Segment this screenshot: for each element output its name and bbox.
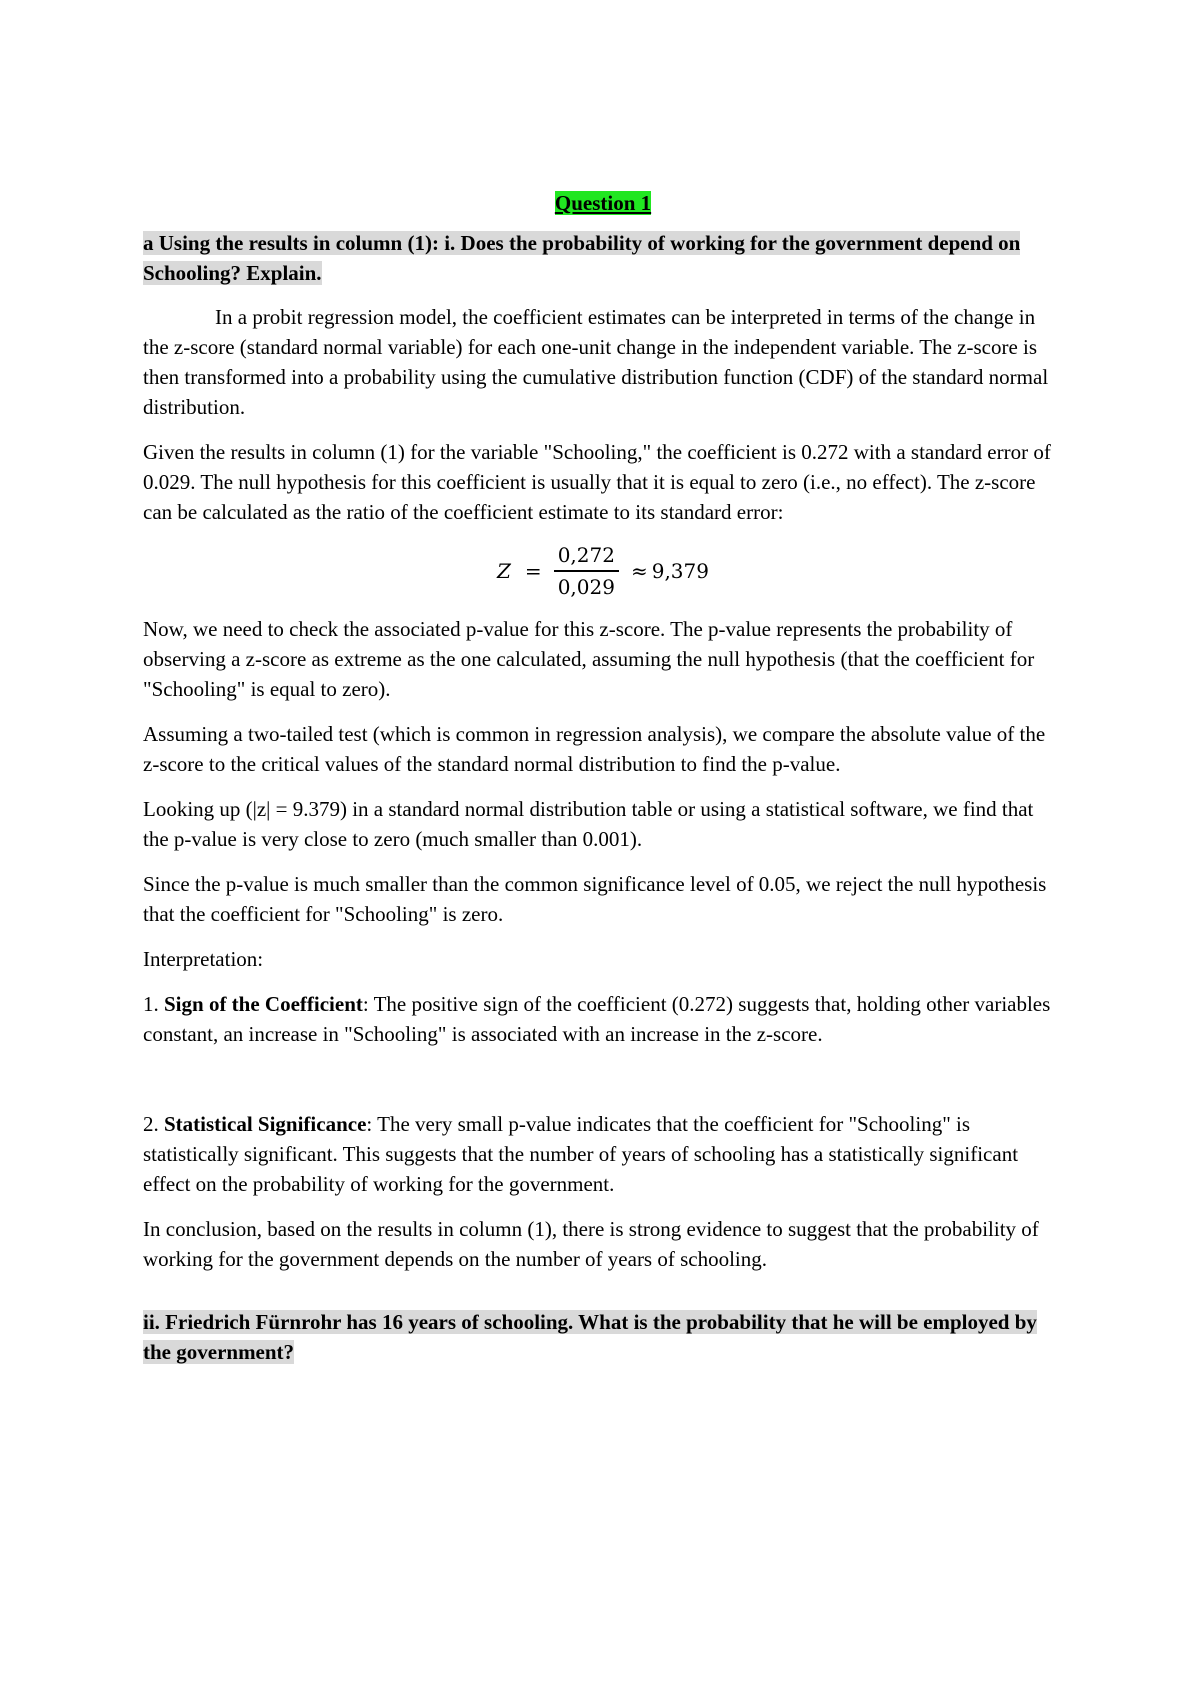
spacer <box>143 1064 1063 1109</box>
question-a-text: a Using the results in column (1): i. Does the probability of working for the government depend on Schooling? Explain. <box>143 231 1021 285</box>
interpretation-item-1 <box>143 989 1063 1049</box>
equation-fraction <box>554 542 619 600</box>
equation-result: 9,379 <box>651 559 709 583</box>
equation-equals: = <box>524 559 542 583</box>
paragraph-lookup: Looking up (|z| = 9.379) in a standard normal distribution table or using a statistical software, we find that the p-value is very close to zero (much smaller than 0.001). <box>143 797 1034 851</box>
item-2-number: 2. <box>143 1112 159 1136</box>
paragraph-two-tailed: Assuming a two-tailed test (which is common in regression analysis), we compare the absolute value of the z-score to the critical values of the standard normal distribution to find the p-value. <box>143 722 1046 776</box>
spacer <box>143 1289 1063 1307</box>
interpretation-item-2 <box>143 1109 1063 1199</box>
document-body <box>143 188 1063 1381</box>
equation-variable: Z <box>497 559 511 583</box>
title-text: Question 1 <box>554 191 652 215</box>
interpretation-label: Interpretation: <box>143 947 264 971</box>
question-ii-text: ii. Friedrich Fürnrohr has 16 years of schooling. What is the probability that he will be employed by the government? <box>143 1310 1037 1364</box>
equation-approx: ≈ <box>630 559 648 583</box>
paragraph-p-value: Now, we need to check the associated p-value for this z-score. The p-value represents the probability of observing a z-score as extreme as the one calculated, assuming the null hypothesis (that the coefficient for "Schooling" is equal to zero). <box>143 617 1035 701</box>
question-a-heading <box>143 228 1063 288</box>
item-1-text: : The positive sign of the coefficient (0.272) suggests that, holding other variables constant, an increase in "Schooling" is associated with an increase in the z-score. <box>143 992 1051 1046</box>
paragraph-probit-intro: In a probit regression model, the coefficient estimates can be interpreted in terms of the change in the z-score (standard normal variable) for each one-unit change in the independent variable. The z-score is then transformed into a probability using the cumulative distribution function (CDF) of the standard normal distribution. <box>143 305 1049 419</box>
item-2-title: Statistical Significance <box>164 1112 367 1136</box>
z-score-equation <box>143 542 1063 600</box>
page-title <box>143 188 1063 218</box>
item-1-title: Sign of the Coefficient <box>164 992 363 1016</box>
equation-numerator: 0,272 <box>554 542 619 572</box>
equation-denominator: 0,029 <box>557 575 615 599</box>
item-1-number: 1. <box>143 992 159 1016</box>
item-2-text: : The very small p-value indicates that the coefficient for "Schooling" is statistically significant. This suggests that the number of years of schooling has a statistically significant effect on the probability of working for the government. <box>143 1112 1019 1196</box>
paragraph-reject-null: Since the p-value is much smaller than the common significance level of 0.05, we reject the null hypothesis that the coefficient for "Schooling" is zero. <box>143 872 1047 926</box>
paragraph-conclusion: In conclusion, based on the results in column (1), there is strong evidence to suggest that the probability of working for the government depends on the number of years of schooling. <box>143 1217 1039 1271</box>
paragraph-schooling-coefficient: Given the results in column (1) for the variable "Schooling," the coefficient is 0.272 with a standard error of 0.029. The null hypothesis for this coefficient is usually that it is equal to zero (i.e., no effect). The z-score can be calculated as the ratio of the coefficient estimate to its standard error: <box>143 440 1051 524</box>
question-ii-heading <box>143 1307 1063 1367</box>
